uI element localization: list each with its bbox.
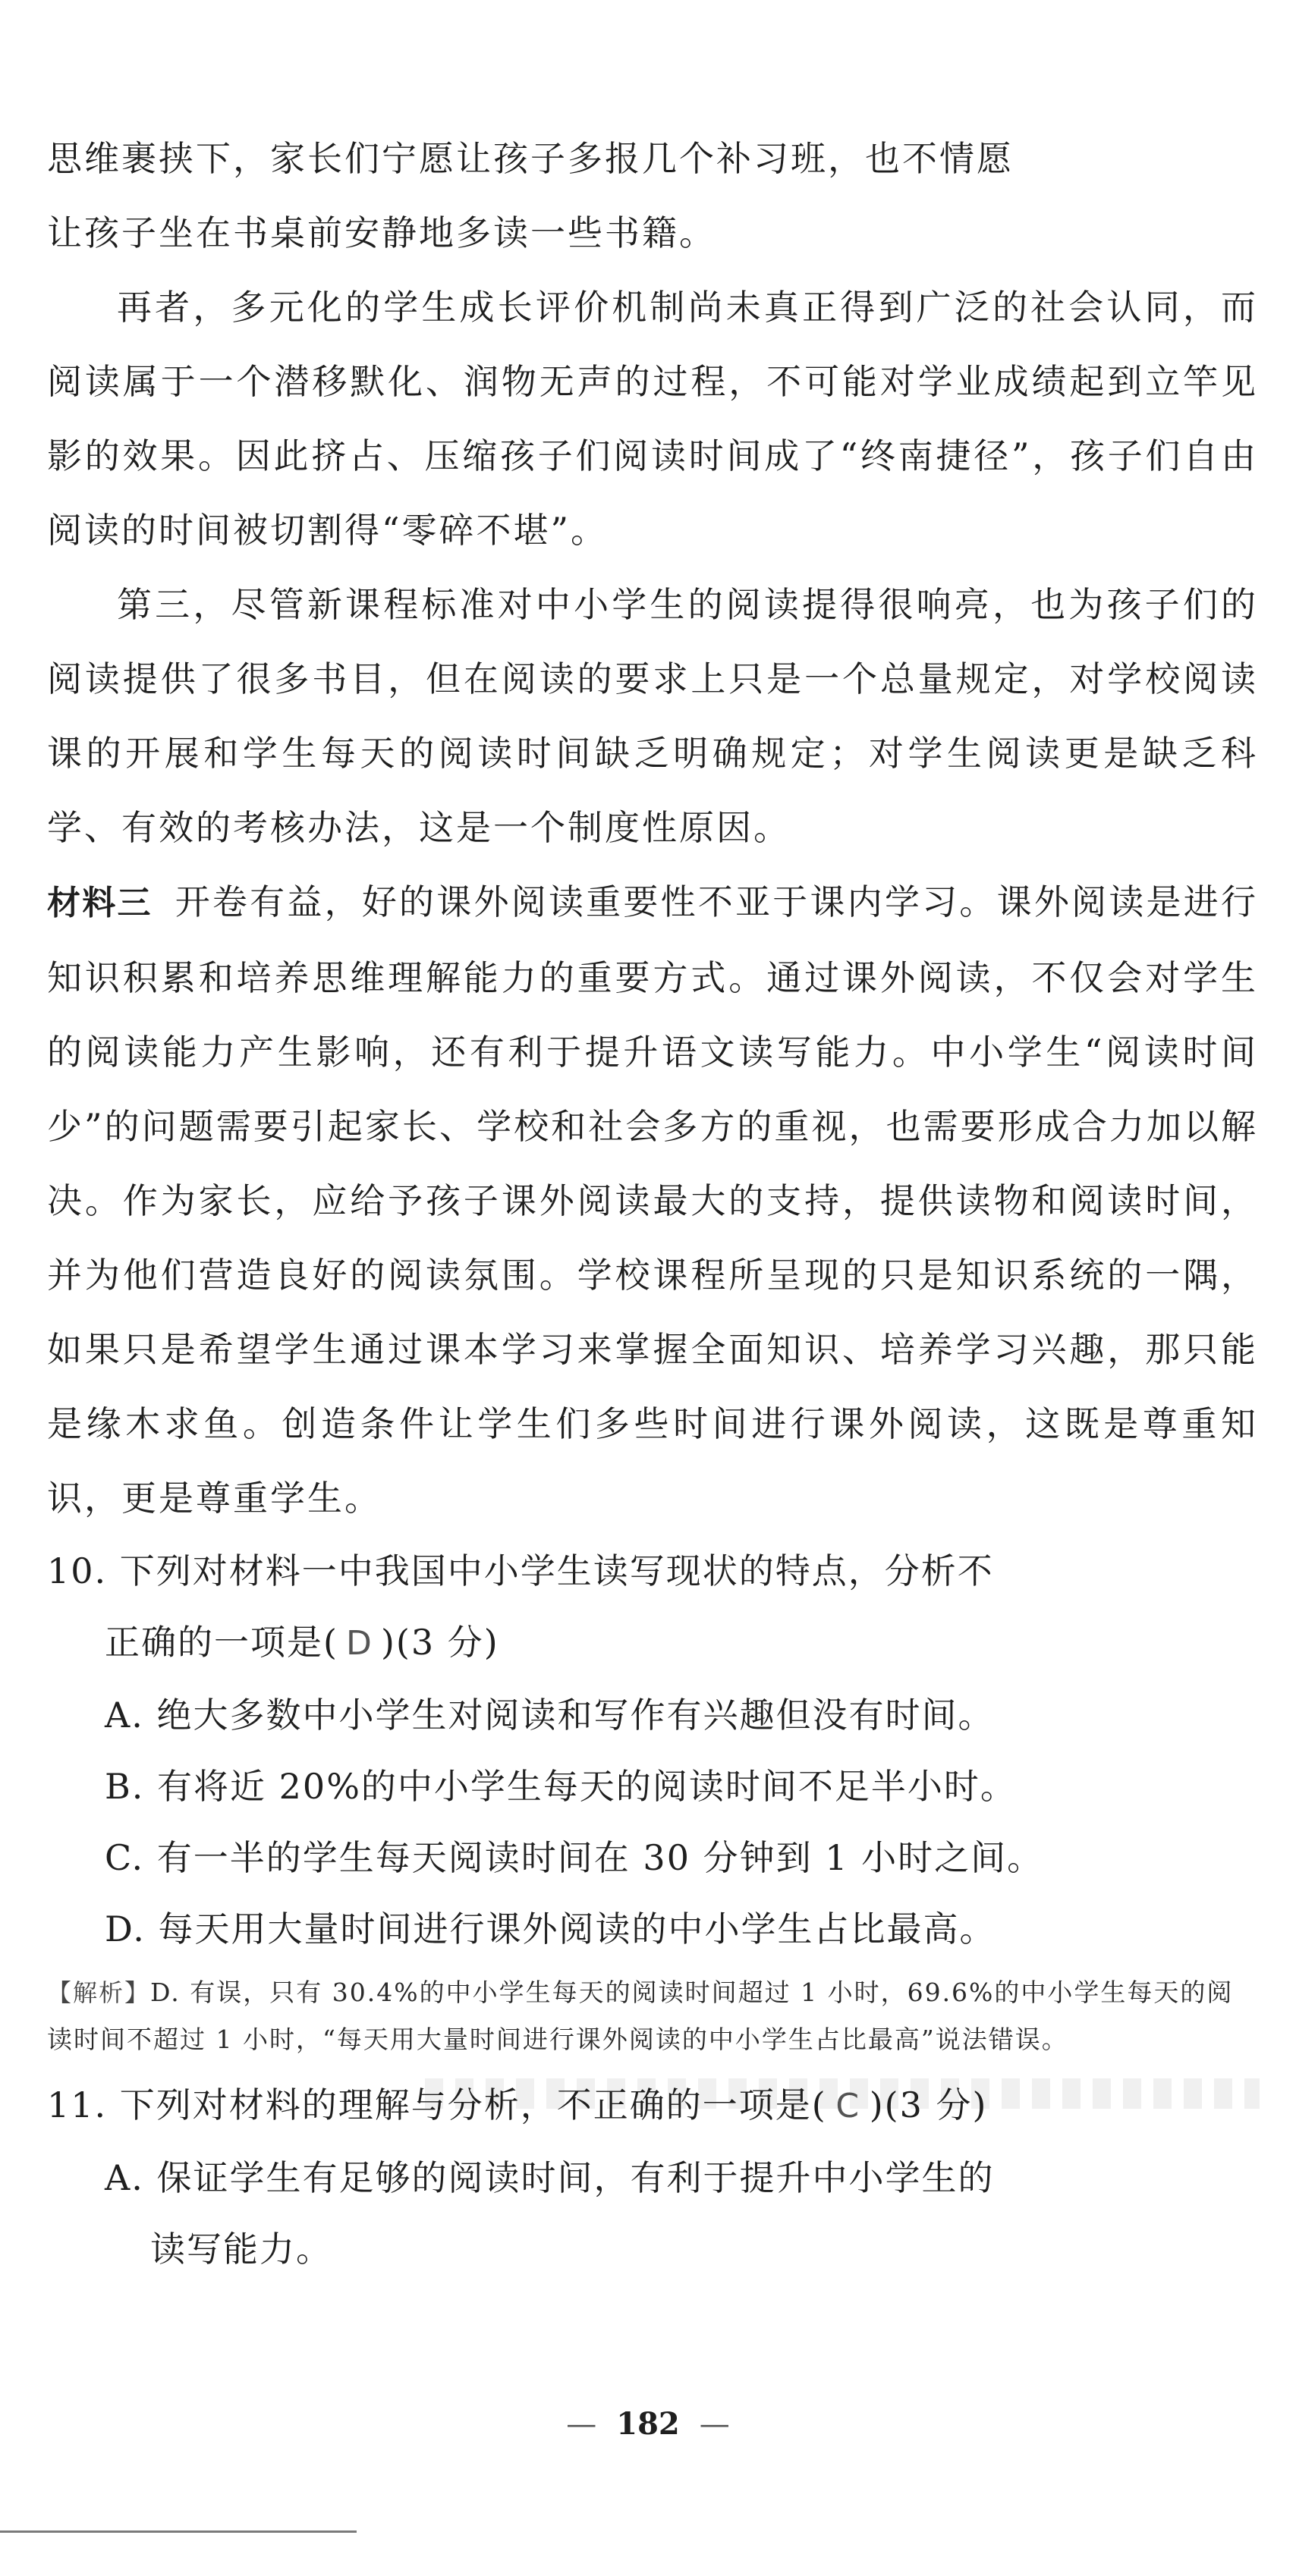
paragraph-2: 再者，多元化的学生成长评价机制尚未真正得到广泛的社会认同，而阅读属于一个潜移默化、润物无声的过程，不可能对学业成绩起到立竿见影的效果。因此挤占、压缩孩子们阅读时间成了“终南捷径”，孩子们自由阅读的时间被切割得“零碎不堪”。 [47,287,1258,551]
page-footer [0,2406,1296,2442]
question-10-analysis [47,1969,1258,2063]
question-10-option-c: C. 有一半的学生每天阅读时间在 30 分钟到 1 小时之间。 [105,1837,1044,1878]
material-3-paragraph [47,865,1258,1535]
question-10-analysis-text: D. 有误，只有 30.4%的中小学生每天的阅读时间超过 1 小时，69.6%的中小学生每天的阅读时间不超过 1 小时，“每天用大量时间进行课外阅读的中小学生占比最高”说法错误。 [47,1978,1234,2054]
question-10-stem-line-2 [47,1607,1258,1679]
paragraph-1-line-2: 让孩子坐在书桌前安静地多读一些书籍。 [47,212,716,253]
page-content [47,121,1258,2285]
question-10-stem-prefix: 正确的一项是( [105,1622,338,1663]
question-10-option-a: A. 绝大多数中小学生对阅读和写作有兴趣但没有时间。 [105,1695,995,1736]
bottom-divider [0,2530,357,2533]
question-10-score: )(3 分) [380,1622,499,1663]
question-10-stem-line-1: 10. 下列对材料一中我国中小学生读写现状的特点，分析不 [47,1550,994,1591]
paragraph-1 [47,121,1258,270]
question-10-option-b: B. 有将近 20%的中小学生每天的阅读时间不足半小时。 [105,1766,1017,1807]
analysis-tag: 【解析】 [47,1978,151,2007]
paragraph-1-line-1: 思维裹挟下，家长们宁愿让孩子多报几个补习班，也不情愿 [47,138,1014,179]
page-number: 182 [616,2406,680,2442]
question-11-option-a-line-1: A. 保证学生有足够的阅读时间，有利于提升中小学生的 [105,2157,995,2198]
question-11-stem-prefix: 11. 下列对材料的理解与分析，不正确的一项是( [47,2084,827,2125]
paragraph-3: 第三，尽管新课程标准对中小学生的阅读提得很响亮，也为孩子们的阅读提供了很多书目，但在阅读的要求上只是一个总量规定，对学校阅读课的开展和学生每天的阅读时间缺乏明确规定；对学生阅读更是缺乏科学、有效的考核办法，这是一个制度性原因。 [47,584,1258,848]
question-10-option-d: D. 每天用大量时间进行课外阅读的中小学生占比最高。 [105,1908,996,1949]
material-3-text: 开卷有益，好的课外阅读重要性不亚于课内学习。课外阅读是进行知识积累和培养思维理解能力的重要方式。通过课外阅读，不仅会对学生的阅读能力产生影响，还有利于提升语文读写能力。中小学生“阅读时间少”的问题需要引起家长、学校和社会多方的重视，也需要形成合力加以解决。作为家长，应给予孩子课外阅读最大的支持，提供读物和阅读时间，并为他们营造良好的阅读氛围。学校课程所呈现的只是知识系统的一隅，如果只是希望学生通过课本学习来掌握全面知识、培养学习兴趣，那只能是缘木求鱼。创造条件让学生们多些时间进行课外阅读，这既是尊重知识，更是尊重学生。 [47,881,1259,1519]
question-11-answer: C [835,2087,861,2125]
question-11-option-a-line-2: 读写能力。 [150,2229,332,2270]
footer-dash-left: — [566,2407,597,2442]
question-11-score: )(3 分) [869,2084,988,2125]
question-10 [47,1535,1258,2063]
material-3-label: 材料三 [47,884,153,922]
faint-bleed-through-marks [425,2078,1260,2109]
footer-dash-right: — [699,2407,730,2442]
question-10-answer: D [346,1624,373,1663]
